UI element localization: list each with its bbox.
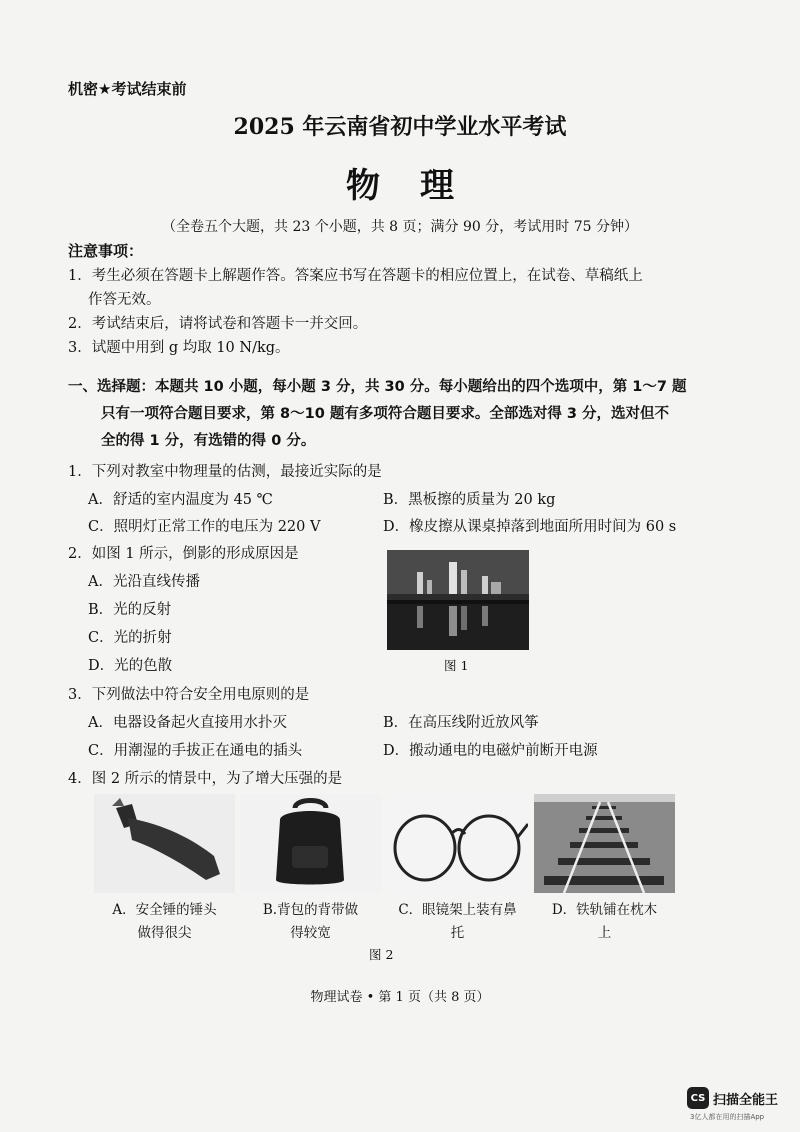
camscanner-logo-icon: CS xyxy=(687,1087,709,1109)
question-2-option-d: D．光的色散 xyxy=(88,658,173,674)
section-1-heading: 一、选择题：本题共 10 小题，每小题 3 分，共 30 分。每小题给出的四个选项中，第 1～7 题 xyxy=(68,379,687,395)
figure-1-caption: 图 1 xyxy=(444,658,469,673)
exam-info: （全卷五个大题，共 23 个小题，共 8 页；满分 90 分，考试用时 75 分钟） xyxy=(162,219,638,235)
question-1-option-a: A．舒适的室内温度为 45 ℃ xyxy=(88,492,273,508)
camscanner-tagline: 3亿人都在用的扫描App xyxy=(690,1113,765,1121)
camscanner-name: 扫描全能王 xyxy=(713,1093,779,1108)
figure-2a-caption: A．安全锤的锤头 做得很尖 xyxy=(112,902,217,941)
notice-item-1: 1．考生必须在答题卡上解题作答。答案应书写在答题卡的相应位置上，在试卷、草稿纸上 xyxy=(68,268,643,284)
question-1-stem: 1．下列对教室中物理量的估测，最接近实际的是 xyxy=(68,464,382,480)
question-2-option-c: C．光的折射 xyxy=(88,630,172,646)
figure-2c-caption: C．眼镜架上装有鼻 托 xyxy=(398,902,517,941)
question-3-option-c: C．用潮湿的手拔正在通电的插头 xyxy=(88,743,303,759)
figure-1-reflection-photo xyxy=(387,550,529,650)
question-3-stem: 3．下列做法中符合安全用电原则的是 xyxy=(68,687,310,703)
question-1-option-b: B．黑板擦的质量为 20 kg xyxy=(383,492,556,508)
figure-2d-railway-track-photo xyxy=(534,794,675,893)
notice-item-2: 2．考试结束后，请将试卷和答题卡一并交回。 xyxy=(68,316,368,332)
page-footer: 物理试卷 • 第 1 页（共 8 页） xyxy=(310,990,490,1005)
figure-2c-eyeglasses-photo xyxy=(387,794,528,893)
question-1-option-d: D．橡皮擦从课桌掉落到地面所用时间为 60 s xyxy=(383,519,677,535)
figure-2b-backpack-photo xyxy=(240,794,381,893)
question-3-option-d: D．搬动通电的电磁炉前断开电源 xyxy=(383,743,598,759)
question-4-stem: 4．图 2 所示的情景中，为了增大压强的是 xyxy=(68,771,343,787)
question-1-option-c: C．照明灯正常工作的电压为 220 V xyxy=(88,519,321,535)
notice-item-1-cont: 作答无效。 xyxy=(88,292,161,308)
figure-2a-safety-hammer-photo xyxy=(94,794,235,893)
notice-heading: 注意事项： xyxy=(68,242,144,260)
figure-2d-caption: D．铁轨铺在枕木 上 xyxy=(551,902,658,941)
notice-item-3: 3．试题中用到 g 均取 10 N/kg。 xyxy=(68,340,290,356)
section-1-heading-cont2: 全的得 1 分，有选错的得 0 分。 xyxy=(101,433,316,449)
question-2-stem: 2．如图 1 所示，倒影的形成原因是 xyxy=(68,546,299,562)
question-2-option-b: B．光的反射 xyxy=(88,602,172,618)
confidential-label: 机密★考试结束前 xyxy=(68,80,187,98)
question-3-option-a: A．电器设备起火直接用水扑灭 xyxy=(88,715,287,731)
section-1-heading-cont: 只有一项符合题目要求，第 8～10 题有多项符合题目要求。全部选对得 3 分，选对但不 xyxy=(101,406,670,422)
exam-title: 2025 年云南省初中学业水平考试 xyxy=(233,114,567,140)
question-3-option-b: B．在高压线附近放风筝 xyxy=(383,715,539,731)
figure-2-caption: 图 2 xyxy=(369,947,394,962)
subject-title: 物理 xyxy=(346,166,494,206)
question-2-option-a: A．光沿直线传播 xyxy=(88,574,200,590)
figure-2b-caption: B.背包的背带做 得较宽 xyxy=(262,902,359,941)
